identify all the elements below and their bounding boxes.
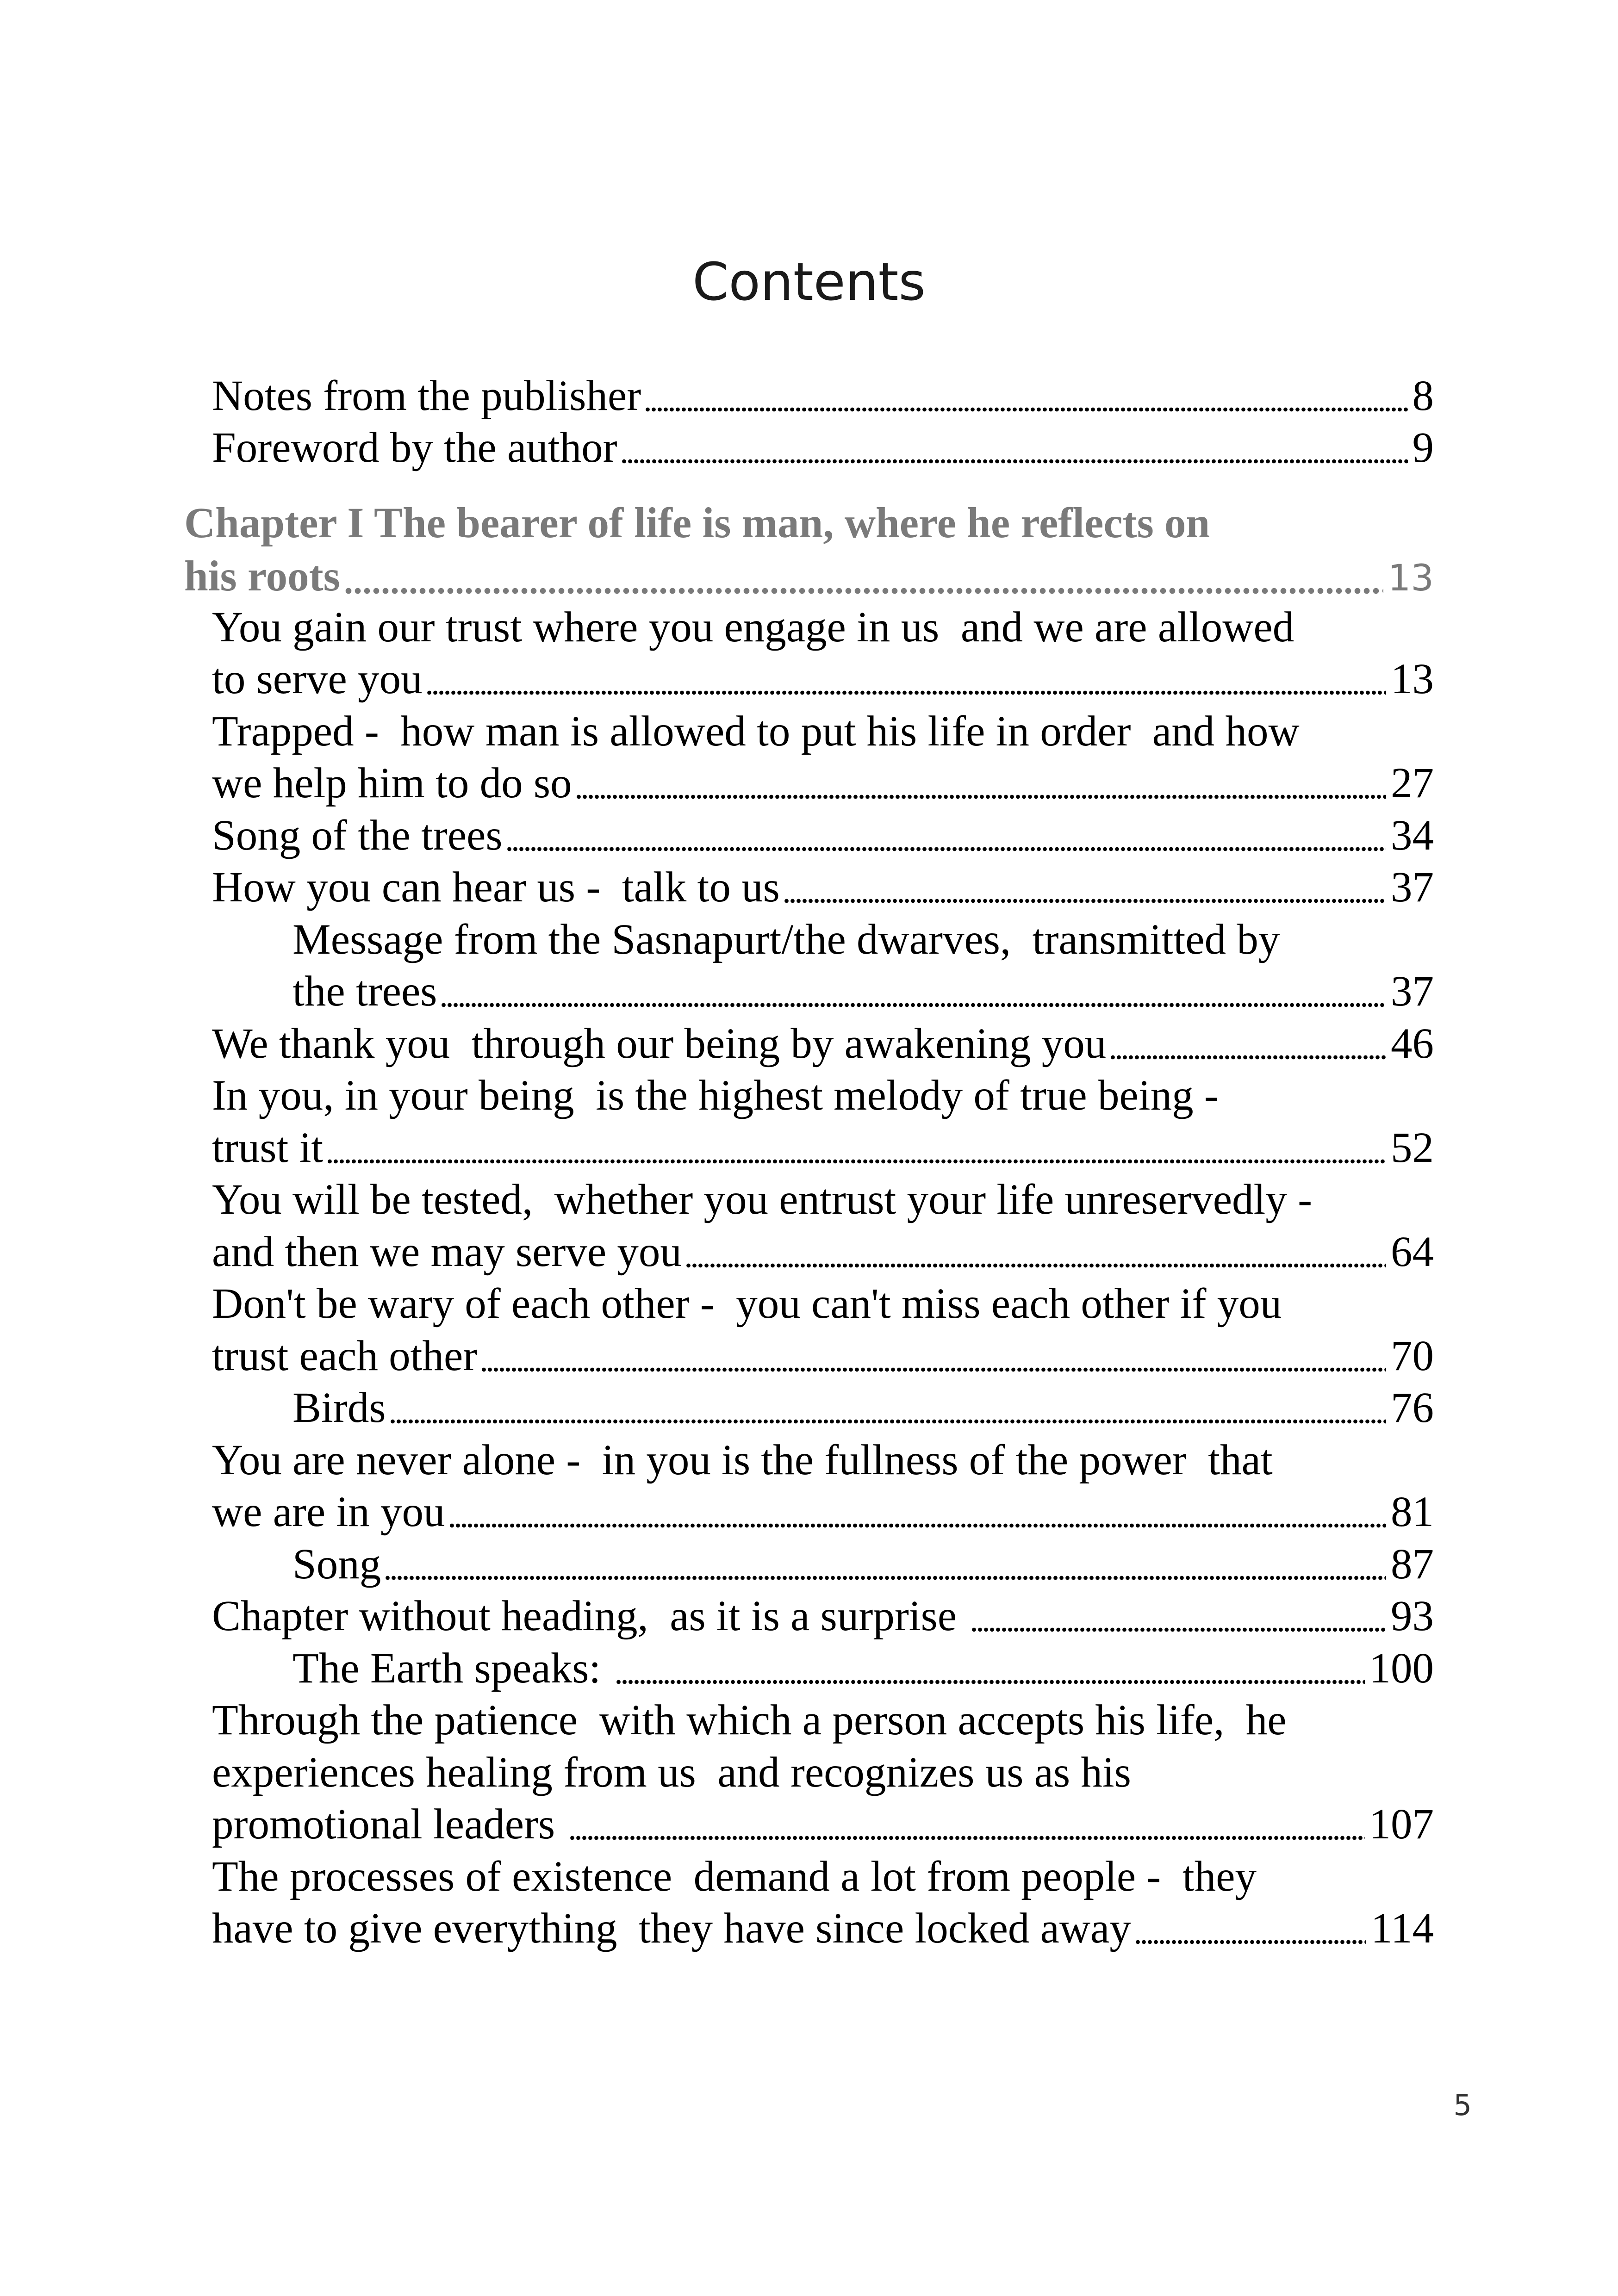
toc-entry-text: Song bbox=[292, 1540, 381, 1588]
toc-entry-chapter-1[interactable] bbox=[184, 551, 1434, 602]
toc-entry-line[interactable] bbox=[212, 1851, 1257, 1903]
toc-entry-line[interactable] bbox=[212, 1070, 1219, 1122]
dot-leader bbox=[481, 1367, 1386, 1372]
toc-entry-text: Birds bbox=[292, 1384, 386, 1432]
toc-entry-chapter-without-heading[interactable] bbox=[212, 1590, 1434, 1642]
toc-entry-trapped[interactable] bbox=[212, 757, 1434, 809]
toc-entry-page: 87 bbox=[1391, 1540, 1434, 1588]
toc-entry-you-are-never-alone[interactable] bbox=[212, 1486, 1434, 1538]
dot-leader bbox=[616, 1680, 1365, 1684]
toc-entry-text: We thank you through our being by awakening you bbox=[212, 1020, 1107, 1067]
toc-entry-foreword[interactable] bbox=[212, 422, 1434, 474]
toc-entry-page: 8 bbox=[1412, 372, 1434, 420]
toc-entry-line[interactable] bbox=[212, 602, 1294, 653]
toc-entry-the-earth-speaks[interactable] bbox=[292, 1643, 1434, 1694]
toc-entry-you-will-be-tested[interactable] bbox=[212, 1226, 1434, 1278]
dot-leader bbox=[506, 847, 1386, 851]
dot-leader bbox=[441, 1003, 1386, 1007]
toc-entry-page: 9 bbox=[1412, 424, 1434, 472]
dot-leader bbox=[426, 690, 1386, 695]
toc-entry-how-you-can-hear-us[interactable] bbox=[212, 862, 1434, 913]
toc-entry-text: we are in you bbox=[212, 1488, 445, 1536]
dot-leader bbox=[784, 899, 1386, 903]
toc-entry-text-line: You gain our trust where you engage in us and we are allowed bbox=[212, 603, 1294, 651]
toc-entry-birds[interactable] bbox=[292, 1382, 1434, 1434]
toc-entry-text: to serve you bbox=[212, 655, 423, 703]
toc-entry-line[interactable] bbox=[212, 706, 1300, 757]
toc-entry-page: 114 bbox=[1370, 1905, 1434, 1952]
dot-leader bbox=[390, 1419, 1386, 1424]
toc-entry-page: 81 bbox=[1391, 1488, 1434, 1536]
toc-entry-text: and then we may serve you bbox=[212, 1228, 682, 1276]
toc-entry-line[interactable] bbox=[292, 914, 1280, 966]
toc-entry-page: 37 bbox=[1391, 863, 1434, 911]
toc-entry-page: 93 bbox=[1391, 1592, 1434, 1640]
page-number: 5 bbox=[1453, 2088, 1472, 2122]
toc-entry-text-line: Message from the Sasnapurt/the dwarves, transmitted by bbox=[292, 916, 1280, 963]
dot-leader bbox=[971, 1627, 1386, 1632]
toc-entry-line[interactable] bbox=[212, 1694, 1287, 1746]
toc-entry-text: trust it bbox=[212, 1124, 324, 1172]
toc-entry-page: 70 bbox=[1391, 1332, 1434, 1380]
toc-entry-page: 37 bbox=[1391, 968, 1434, 1015]
toc-entry-text: Chapter without heading, as it is a surprise bbox=[212, 1592, 968, 1640]
toc-entry-text-line: experiences healing from us and recognizes us as his bbox=[212, 1749, 1131, 1796]
toc-entry-through-the-patience[interactable] bbox=[212, 1799, 1434, 1850]
toc-entry-page: 76 bbox=[1391, 1384, 1434, 1432]
dot-leader bbox=[449, 1523, 1386, 1528]
toc-entry-text-line: Through the patience with which a person accepts his life, he bbox=[212, 1696, 1287, 1744]
toc-entry-text: Foreword by the author bbox=[212, 424, 617, 472]
toc-entry-text: the trees bbox=[292, 968, 437, 1015]
toc-entry-line[interactable] bbox=[212, 1174, 1312, 1226]
toc-entry-song[interactable] bbox=[292, 1539, 1434, 1590]
toc-entry-text: his roots bbox=[184, 552, 340, 600]
toc-entry-notes-from-publisher[interactable] bbox=[212, 370, 1434, 422]
toc-entry-line[interactable] bbox=[212, 1747, 1131, 1799]
dot-leader bbox=[621, 459, 1408, 464]
toc-entry-text: Song of the trees bbox=[212, 812, 503, 859]
toc-entry-page: 13 bbox=[1391, 655, 1434, 703]
toc-entry-text-line: The processes of existence demand a lot from people - they bbox=[212, 1853, 1257, 1900]
toc-entry-page: 13 bbox=[1388, 558, 1434, 599]
toc-entry-page: 107 bbox=[1369, 1800, 1434, 1848]
toc-entry-text: we help him to do so bbox=[212, 759, 572, 807]
page-title: Contents bbox=[692, 252, 926, 312]
toc-chapter-text: Chapter I The bearer of life is man, where he reflects on bbox=[184, 499, 1210, 547]
toc-entry-text-line: Trapped - how man is allowed to put his life in order and how bbox=[212, 707, 1300, 755]
toc-entry-text: promotional leaders bbox=[212, 1800, 566, 1848]
toc-entry-page: 34 bbox=[1391, 812, 1434, 859]
toc-entry-song-of-the-trees[interactable] bbox=[212, 810, 1434, 862]
dot-leader bbox=[385, 1576, 1386, 1580]
toc-entry-dont-be-wary[interactable] bbox=[212, 1330, 1434, 1382]
toc-entry-text: Notes from the publisher bbox=[212, 372, 641, 420]
toc-entry-text: The Earth speaks: bbox=[292, 1644, 612, 1692]
toc-entry-we-thank-you[interactable] bbox=[212, 1018, 1434, 1070]
dot-leader bbox=[569, 1836, 1364, 1840]
toc-entry-line[interactable] bbox=[212, 1278, 1282, 1330]
toc-entry-text-line: In you, in your being is the highest melody of true being - bbox=[212, 1072, 1219, 1119]
dot-leader bbox=[576, 794, 1386, 799]
toc-entry-page: 52 bbox=[1391, 1124, 1434, 1172]
dot-leader bbox=[344, 588, 1383, 594]
toc-entry-line[interactable] bbox=[212, 1434, 1273, 1486]
toc-entry-text-line: You are never alone - in you is the fullness of the power that bbox=[212, 1436, 1273, 1484]
toc-entry-in-you-in-your-being[interactable] bbox=[212, 1122, 1434, 1174]
toc-chapter-heading-line[interactable] bbox=[184, 497, 1210, 549]
dot-leader bbox=[685, 1263, 1386, 1268]
toc-entry-text: trust each other bbox=[212, 1332, 478, 1380]
toc-entry-you-gain-our-trust[interactable] bbox=[212, 653, 1434, 705]
dot-leader bbox=[1110, 1055, 1386, 1060]
toc-entry-page: 64 bbox=[1391, 1228, 1434, 1276]
toc-entry-page: 27 bbox=[1391, 759, 1434, 807]
dot-leader bbox=[645, 407, 1407, 412]
toc-entry-text: have to give everything they have since locked away bbox=[212, 1905, 1131, 1952]
toc-entry-page: 46 bbox=[1391, 1020, 1434, 1067]
toc-entry-text-line: You will be tested, whether you entrust your life unreservedly - bbox=[212, 1176, 1313, 1223]
dot-leader bbox=[327, 1159, 1386, 1164]
dot-leader bbox=[1135, 1940, 1366, 1944]
toc-entry-processes-of-existence[interactable] bbox=[212, 1903, 1434, 1955]
toc-entry-page: 100 bbox=[1369, 1644, 1434, 1692]
toc-entry-text: How you can hear us - talk to us bbox=[212, 863, 780, 911]
toc-entry-text-line: Don't be wary of each other - you can't miss each other if you bbox=[212, 1280, 1282, 1328]
toc-entry-message-from-sasnapurt[interactable] bbox=[292, 966, 1434, 1018]
